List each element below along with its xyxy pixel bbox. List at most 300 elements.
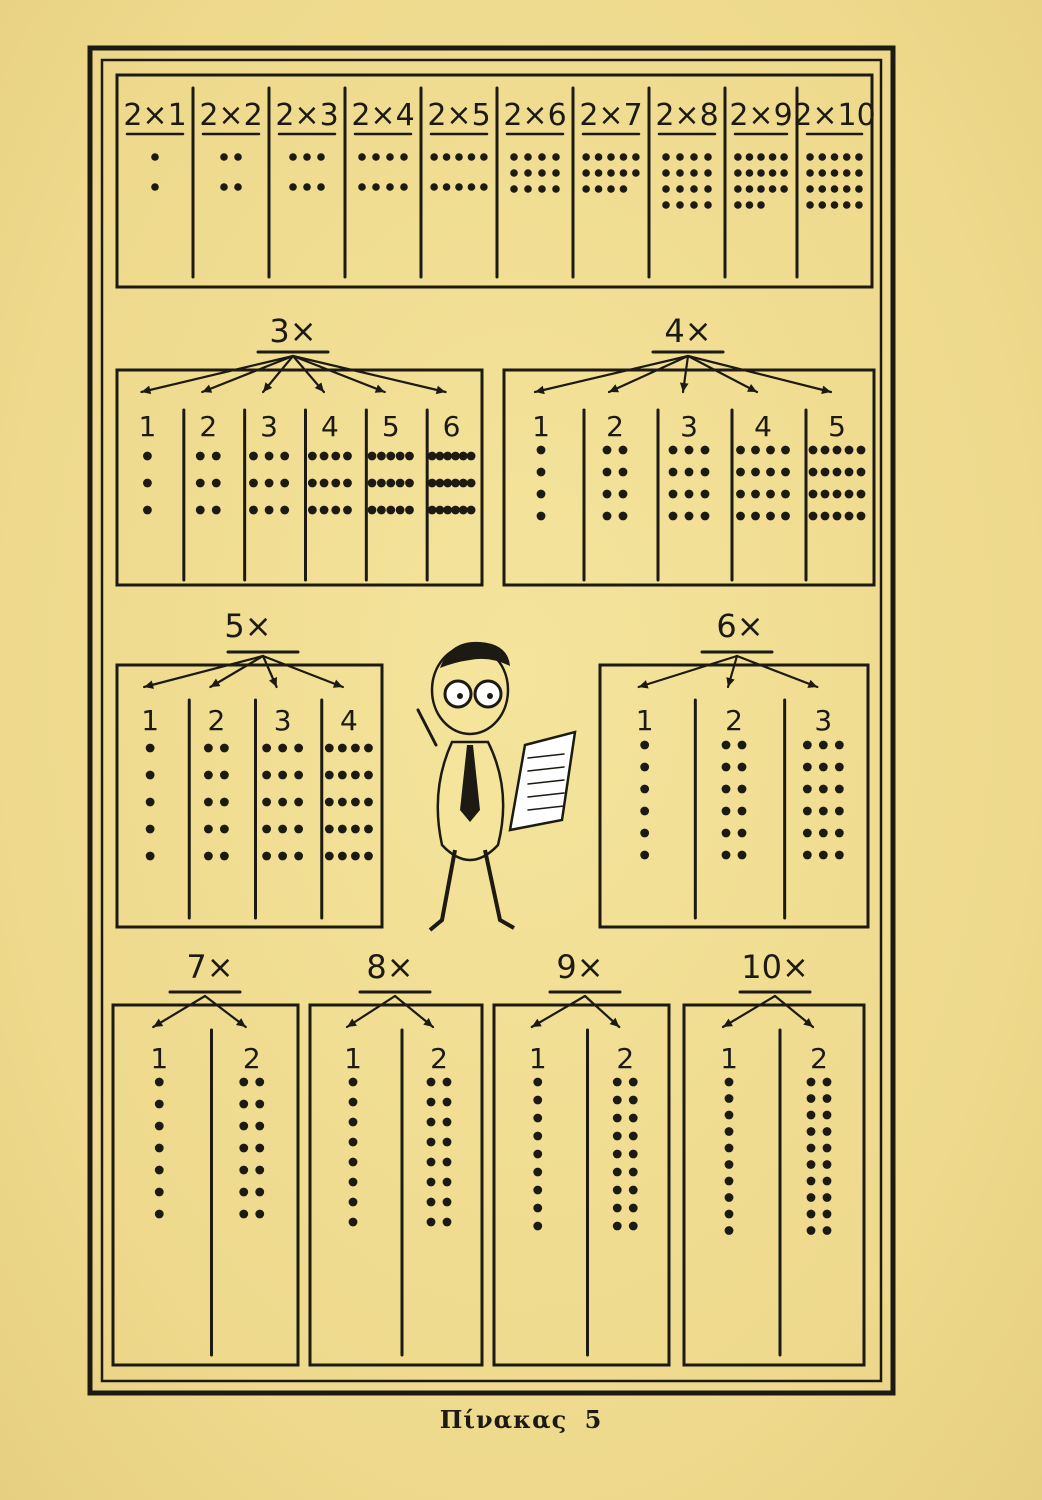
dot [620,153,628,161]
dot [351,771,360,780]
dot [831,185,839,193]
arrow [726,656,737,687]
group-header: 4× [664,312,712,350]
multiplication-label: 2×3 [275,98,339,133]
top-column [275,98,338,191]
dot [377,479,386,488]
dot [704,153,712,161]
dot [280,479,289,488]
dot [823,1127,832,1136]
dot [807,1144,816,1153]
dot [430,153,438,161]
dot [823,1177,832,1186]
dot [320,452,329,461]
dot [338,744,347,753]
dot [769,169,777,177]
dot [443,1198,452,1207]
dot [766,512,775,521]
dot [701,468,710,477]
dot [343,479,352,488]
dot [620,169,628,177]
dot [780,185,788,193]
dot [204,798,213,807]
dot [204,744,213,753]
dot [278,798,287,807]
dot [427,1218,436,1227]
dot [757,201,765,209]
dot [619,446,628,455]
column-number: 3 [260,410,278,443]
dot [467,479,476,488]
dot [725,1193,734,1202]
dot [239,1144,248,1153]
dot [405,452,414,461]
dot [552,169,560,177]
dot-column [720,996,775,1235]
column-number: 4 [754,410,772,443]
dot [819,741,828,750]
dot [769,153,777,161]
panel-box [494,1005,669,1365]
arrow [585,996,619,1027]
dot [803,785,812,794]
dot [819,763,828,772]
dot [690,169,698,177]
dot [629,1222,638,1231]
dot [349,1158,358,1167]
dot [845,446,854,455]
dot [855,201,863,209]
panel-box [113,1005,298,1365]
dot [806,201,814,209]
dot [220,798,229,807]
dot [835,851,844,860]
top-column [199,98,262,191]
dot [819,785,828,794]
dot [289,153,297,161]
boy-arm-raised [418,710,436,745]
column-number: 1 [344,1042,362,1075]
top-column [655,98,718,209]
dot [480,153,488,161]
dot [386,153,394,161]
dot [803,763,812,772]
dot [722,807,731,816]
dot [386,452,395,461]
dot [220,153,228,161]
dot [803,829,812,838]
dot [725,1177,734,1186]
dot [607,185,615,193]
dot [629,1078,638,1087]
dot [690,201,698,209]
column-number: 2 [199,410,218,443]
dot [552,185,560,193]
dot [343,452,352,461]
group-header: 9× [556,948,604,986]
dot [308,506,317,515]
arrow [395,996,433,1027]
arrow [688,356,831,394]
dot [265,452,274,461]
dot [807,1193,816,1202]
dot [351,852,360,861]
column-number: 3 [814,704,833,737]
dot [704,169,712,177]
dot [155,1144,164,1153]
dot [538,153,546,161]
dot [821,468,830,477]
dot [734,201,742,209]
dot-column [775,996,831,1235]
dot [278,852,287,861]
dot [629,1204,638,1213]
dot [239,1188,248,1197]
dot [249,452,258,461]
arrow-head [436,386,446,394]
dot [835,763,844,772]
dot [843,169,851,177]
dot [443,1138,452,1147]
dot [443,1158,452,1167]
dot [239,1166,248,1175]
dot [510,185,518,193]
dot [807,1111,816,1120]
dot [640,785,649,794]
top-row-panel [117,75,876,287]
dot [640,851,649,860]
dot [349,1218,358,1227]
dot [662,153,670,161]
dot [736,512,745,521]
dot [676,201,684,209]
dot [807,1094,816,1103]
dot [613,1114,622,1123]
dot [819,807,828,816]
dot [662,169,670,177]
dot [704,185,712,193]
dot [807,1226,816,1235]
dot [857,512,866,521]
dot [239,1100,248,1109]
dot [443,506,452,515]
dot [845,468,854,477]
dot [377,506,386,515]
dot [427,1138,436,1147]
column-number: 1 [150,1042,169,1075]
dot [278,744,287,753]
dot [349,1138,358,1147]
dot [377,452,386,461]
dot [662,185,670,193]
dot [510,169,518,177]
dot [338,771,347,780]
dot [769,185,777,193]
dot [196,452,205,461]
dot [435,452,444,461]
dot [738,785,747,794]
dot [386,506,395,515]
multiplication-label: 2×7 [579,98,643,133]
dot [766,468,775,477]
dot [262,825,271,834]
dot [364,744,373,753]
dot [255,1144,264,1153]
dot [807,1127,816,1136]
dot [372,153,380,161]
dot [806,185,814,193]
dot [757,169,765,177]
dot [807,1210,816,1219]
dot [629,1168,638,1177]
arrow [609,356,688,392]
dot [819,851,828,860]
dot [396,479,405,488]
dot [220,825,229,834]
dot [331,452,340,461]
dot [613,1150,622,1159]
top-column [123,98,186,191]
times-3-panel [117,312,482,585]
paper-sheet [510,732,575,830]
dot [538,185,546,193]
dot [533,1150,542,1159]
dot [146,744,155,753]
dot [738,741,747,750]
dot [151,183,159,191]
multiplication-label: 2×1 [123,98,187,133]
column-number: 1 [720,1042,738,1075]
dot [746,153,754,161]
dot [451,452,460,461]
dot [819,829,828,838]
dot [818,169,826,177]
dot [781,446,790,455]
dot-column [688,356,865,520]
dot [640,829,649,838]
dot [613,1132,622,1141]
dot [619,468,628,477]
dot [537,468,546,477]
dot [428,479,437,488]
arrow [205,996,246,1027]
dot [582,185,590,193]
column-number: 2 [725,704,743,737]
dot [803,741,812,750]
dot [294,825,303,834]
times-10-panel [684,948,864,1365]
dot [669,490,678,499]
dot [843,153,851,161]
dot [220,183,228,191]
dot [751,512,760,521]
column-number: 3 [680,410,698,443]
dot-column [293,356,352,514]
dot [239,1122,248,1131]
dot [351,744,360,753]
dot [603,468,612,477]
dot [317,153,325,161]
dot [676,185,684,193]
dot [443,153,451,161]
dot [780,169,788,177]
dot [533,1168,542,1177]
dot [766,446,775,455]
arrow [210,656,263,687]
dot [533,1078,542,1087]
column-number: 2 [207,704,226,737]
dot [725,1226,734,1235]
dot [807,1177,816,1186]
dot [738,807,747,816]
dot [781,468,790,477]
dot [212,452,221,461]
dot [833,446,842,455]
dot [725,1127,734,1136]
caption-number: 5 [584,1405,603,1434]
dot [613,1222,622,1231]
dot [613,1168,622,1177]
top-column [793,98,875,209]
dot [351,798,360,807]
arrow-shaft [535,356,688,392]
dot [685,512,694,521]
dot [294,771,303,780]
dot [343,506,352,515]
dot [595,185,603,193]
dot [629,1114,638,1123]
dot [278,825,287,834]
multiplication-label: 2×5 [427,98,491,133]
dot [533,1096,542,1105]
dot [255,1100,264,1109]
top-column [579,98,642,193]
group-header: 10× [741,948,809,986]
dot [428,452,437,461]
multiplication-label: 2×4 [351,98,415,133]
page-caption [0,1405,1042,1434]
dot [349,1098,358,1107]
dot [843,201,851,209]
dot [427,1098,436,1107]
dot [468,183,476,191]
dot [629,1132,638,1141]
dot-column [722,656,747,859]
dot [809,446,818,455]
dot [736,446,745,455]
dot [757,153,765,161]
dot [443,183,451,191]
dot [736,468,745,477]
dot [538,169,546,177]
dot [468,153,476,161]
dot [662,201,670,209]
dot [613,1204,622,1213]
dot [325,825,334,834]
dot [603,490,612,499]
dot [835,785,844,794]
dot [821,512,830,521]
dot [435,506,444,515]
column-number: 2 [606,410,624,443]
dot [738,829,747,838]
dot [457,693,463,699]
arrow-head [141,386,151,394]
dot [855,185,863,193]
dot [255,1122,264,1131]
dot [451,506,460,515]
dot [427,1158,436,1167]
dot [255,1210,264,1219]
dot [823,1226,832,1235]
dot [757,185,765,193]
top-column [729,98,792,209]
dot [308,452,317,461]
arrow [347,996,395,1027]
arrow-shaft [153,996,205,1027]
dot [255,1078,264,1087]
dot [234,153,242,161]
dot-column [585,996,638,1230]
dot [265,479,274,488]
panel-box [684,1005,864,1365]
dot [823,1144,832,1153]
dot [234,183,242,191]
dot [396,452,405,461]
dot [294,798,303,807]
dot [280,506,289,515]
times-9-panel [494,948,669,1365]
dot [725,1210,734,1219]
column-number: 5 [828,410,846,443]
arrow [723,996,775,1027]
dot [455,183,463,191]
arrow [775,996,813,1027]
dot [640,807,649,816]
dot [855,169,863,177]
dot [603,512,612,521]
dot [821,490,830,499]
arrow [639,656,737,688]
times-5-panel [117,607,382,927]
dot [294,744,303,753]
dot [738,763,747,772]
column-number: 3 [273,704,292,737]
panel-box [310,1005,482,1365]
group-header: 5× [224,607,272,645]
dot [487,693,493,699]
times-8-panel [310,948,482,1365]
dot [629,1096,638,1105]
times-7-panel [113,948,298,1365]
dot [823,1210,832,1219]
dot [443,1078,452,1087]
dot [364,852,373,861]
dot-column [636,656,737,859]
top-column [351,98,414,191]
dot [405,479,414,488]
dot [386,183,394,191]
dot [146,798,155,807]
dot [613,1186,622,1195]
dot [619,490,628,499]
dot [734,169,742,177]
dot [734,153,742,161]
arrow [688,356,757,392]
dot [325,852,334,861]
dot [582,169,590,177]
dot [632,169,640,177]
